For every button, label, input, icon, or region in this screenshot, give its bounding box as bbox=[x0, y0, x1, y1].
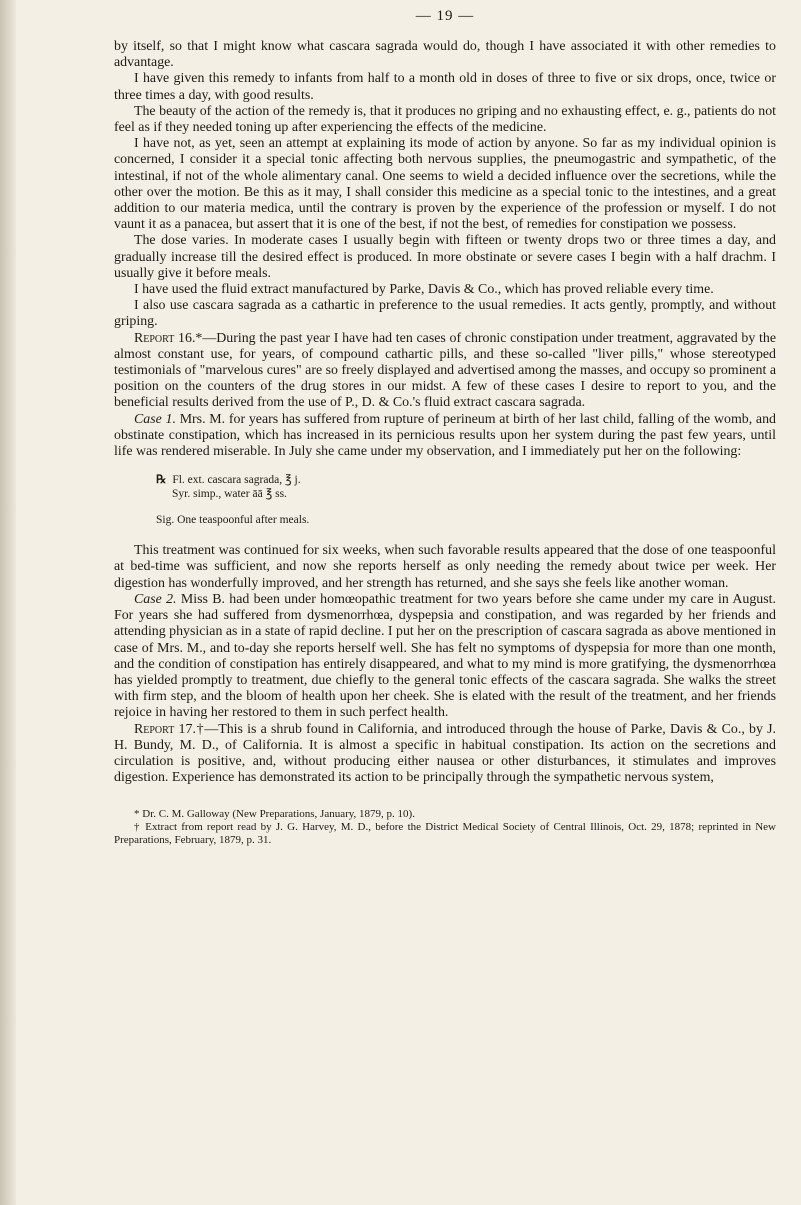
paragraph-3: The beauty of the action of the remedy is, that it produces no griping and no exhausting effect, e. g., patients do not feel as if they needed toning up after experiencing the effects of the medicine. bbox=[114, 103, 776, 136]
report-16-label: Report bbox=[134, 330, 175, 346]
paragraph-1: by itself, so that I might know what cascara sagrada would do, though I have associated it with other remedies to advantage. bbox=[114, 39, 776, 71]
prescription-line-1: Fl. ext. cascara sagrada, ℥ j. bbox=[172, 474, 301, 487]
report-17-text: This is a shrub found in California, and introduced through the house of Parke, Davis & Co., by J. H. Bundy, M. D., of California. It is almost a specific in habitual constipation. Its action on the secretions and circulation is positive, and, without producing either nausea or other disturbances, it stimulates and improves digestion. Experience has demonstrated its action to be principally through the sympathetic nervous system, bbox=[114, 721, 776, 786]
case-2-text: Miss B. had been under homœopathic treatment for two years before she came under my care in August. For years she had suffered from dysmenorrhœa, dyspepsia and constipation, and was regarded by her friends and attending physician as in a state of rapid decline. I put her on the prescription of cascara sagrada as above mentioned in case of Mrs. M., and to-day she reports herself well. She has felt no symptoms of dyspepsia for more than one month, and the condition of constipation has entirely disappeared, and what to my mind is more gratifying, the dysmenorrhœa has yielded promptly to treatment, due chiefly to the general tonic effects of the cascara sagrada. She walks the street with firm step, and the bloom of health upon her cheek. She is elated with the result of the treatment, and her friends rejoice in having her restored to them in such perfect health. bbox=[114, 591, 776, 721]
prescription bbox=[156, 474, 776, 501]
case-1-paragraph bbox=[114, 412, 776, 461]
case-1-text: Mrs. M. for years has suffered from rupture of perineum at birth of her last child, falling of the womb, and obstinate constipation, which has increased in its pernicious results upon her system during the past few years, until life was rendered miserable. In July she came under my observation, and I immediately put her on the following: bbox=[114, 411, 776, 460]
case-2-paragraph bbox=[114, 592, 776, 722]
report-16-text: During the past year I have had ten cases of chronic constipation under treatment, aggravated by the almost constant use, for years, of compound cathartic pills, and these so-called "liver pills," whose stereotyped testimonials of "marvelous cures" are so freely displayed and advertised among the masses, and occupy so prominent a position on the counters of the drug stores in our midst. A few of these cases I desire to report to you, and the beneficial results derived from the use of P., D. & Co.'s fluid extract cascara sagrada. bbox=[114, 330, 776, 411]
paragraph-2: I have given this remedy to infants from half to a month old in doses of three to five or six drops, once, twice or three times a day, with good results. bbox=[114, 71, 776, 103]
treatment-result-paragraph: This treatment was continued for six weeks, when such favorable results appeared that the dose of one teaspoonful at bed-time was sufficient, and now she reports herself as only needing the remedy about twice per week. Her digestion has wonderfully improved, and her strength has returned, and she says she feels like another woman. bbox=[114, 543, 776, 591]
document-page bbox=[114, 8, 776, 847]
case-1-label: Case 1. bbox=[134, 411, 176, 427]
prescription-symbol: ℞ bbox=[156, 474, 167, 487]
report-17-heading: 17.†— bbox=[174, 721, 219, 737]
case-2-label: Case 2. bbox=[134, 591, 177, 607]
paragraph-4: I have not, as yet, seen an attempt at explaining its mode of action by anyone. So far as my individual opinion is concerned, I consider it a special tonic affecting both nervous supplies, the pneumogastric and sympathetic, of the intestinal, if not of the whole alimentary canal. One seems to wield a decided influence over the secretions, while the other over the motion. Be this as it may, I shall consider this medicine as a special tonic to the intestines, and a great addition to our materia medica, until the contrary is proven by the experience of the profession or myself. I do not vaunt it as a panacea, but assert that it is one of the best, if not the best, of remedies for constipation we possess. bbox=[114, 136, 776, 233]
report-17-paragraph bbox=[114, 722, 776, 787]
prescription-sig: Sig. One teaspoonful after meals. bbox=[156, 514, 310, 527]
report-16-heading: 16.*— bbox=[174, 330, 217, 346]
report-17-label: Report bbox=[134, 721, 175, 737]
report-16-paragraph bbox=[114, 331, 776, 412]
prescription-line-2: Syr. simp., water āā ℥ ss. bbox=[172, 487, 287, 500]
paragraph-6: I have used the fluid extract manufactured by Parke, Davis & Co., which has proved reliable every time. bbox=[134, 282, 714, 298]
footnotes bbox=[114, 808, 776, 846]
footnote-2: † Extract from report read by J. G. Harvey, M. D., before the District Medical Society of Central Illinois, Oct. 29, 1878; reprinted in New Preparations, February, 1879, p. 31. bbox=[114, 821, 776, 846]
page-binding-shadow bbox=[0, 0, 16, 1205]
footnote-1: * Dr. C. M. Galloway (New Preparations, January, 1879, p. 10). bbox=[134, 808, 415, 821]
page-number: — 19 — bbox=[415, 8, 475, 24]
paragraph-5: The dose varies. In moderate cases I usually begin with fifteen or twenty drops two or three times a day, and gradually increase till the desired effect is produced. In more obstinate or severe cases I begin with a half drachm. I usually give it before meals. bbox=[114, 233, 776, 281]
paragraph-7: I also use cascara sagrada as a cathartic in preference to the usual remedies. It acts gently, promptly, and without griping. bbox=[114, 298, 776, 330]
